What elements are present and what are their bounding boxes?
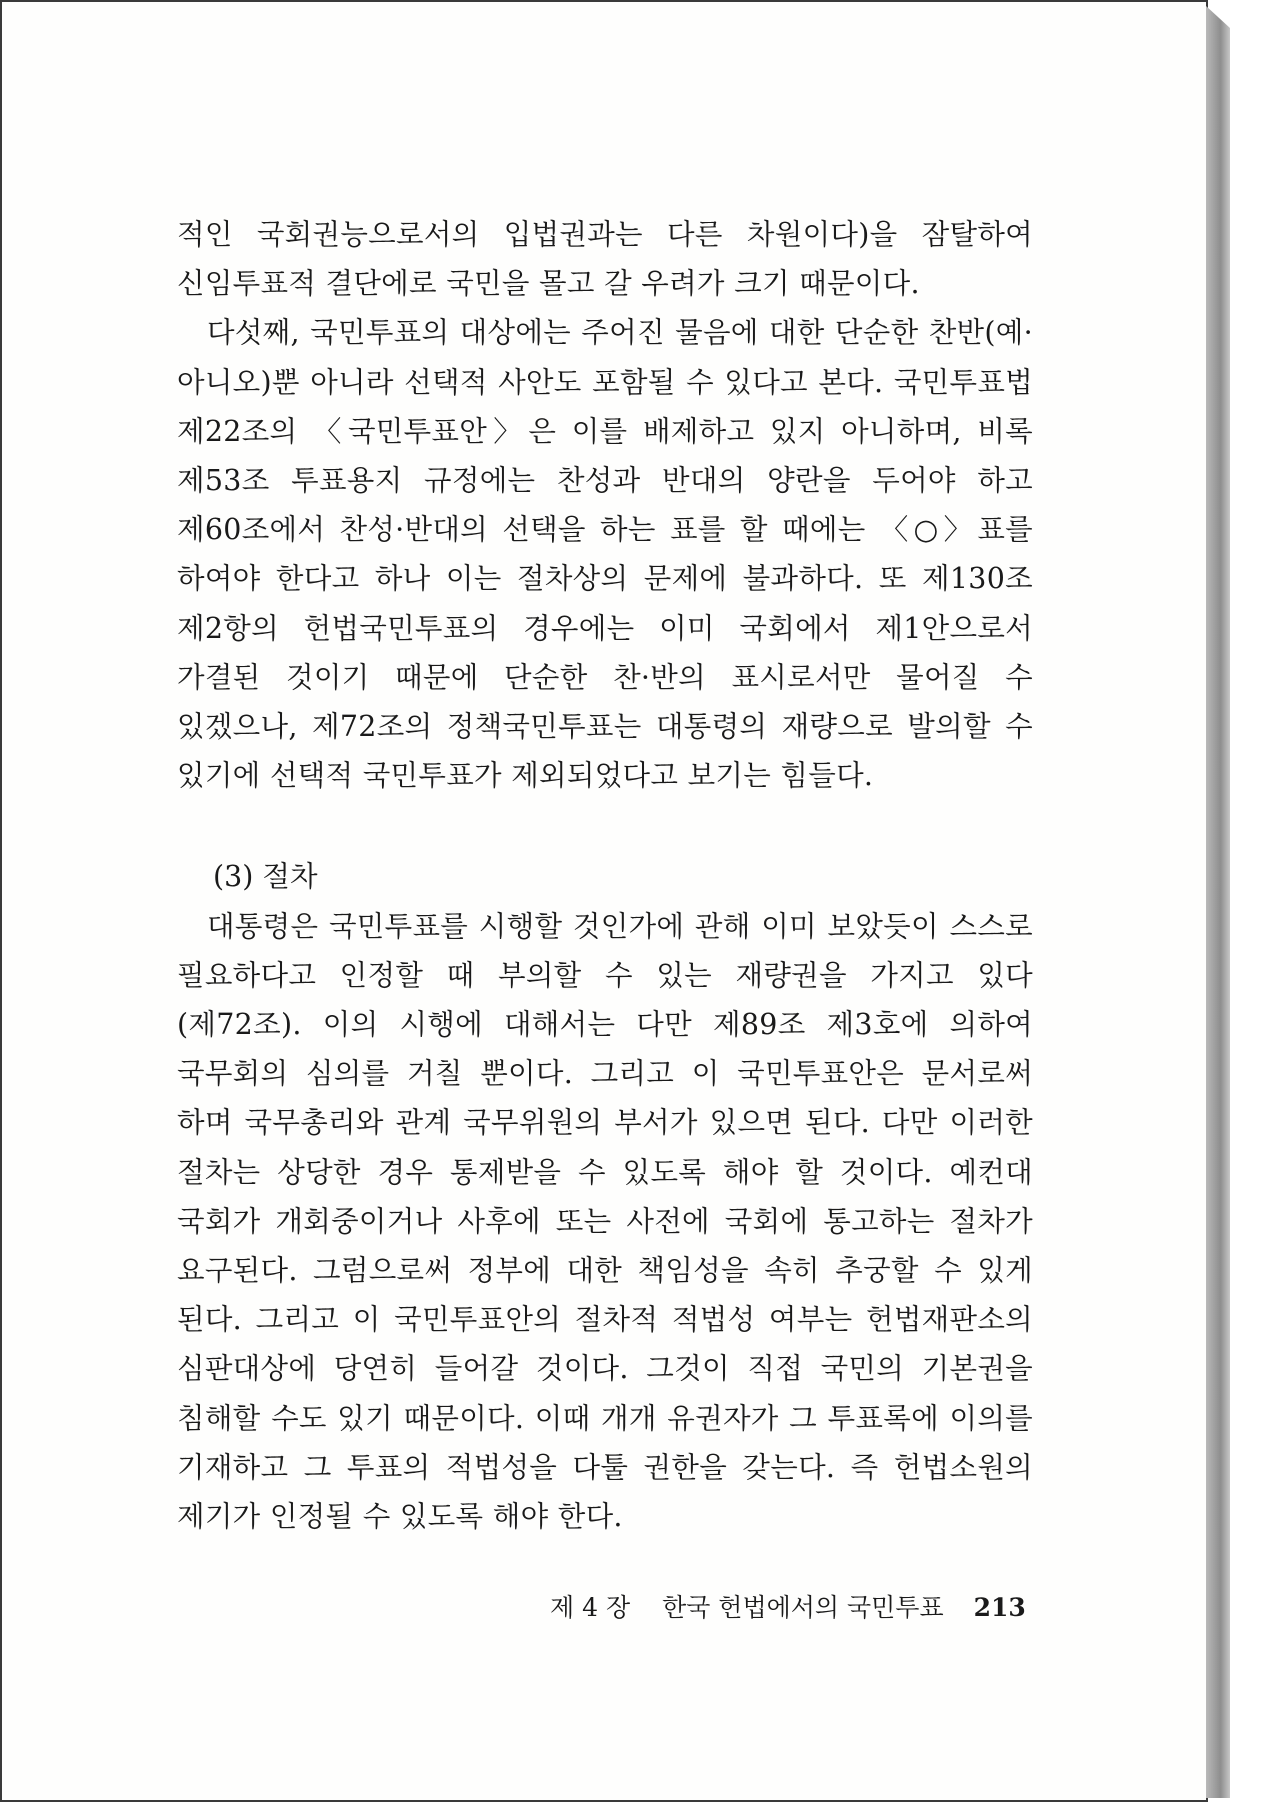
- paragraph-continuation: 적인 국회권능으로서의 입법권과는 다른 차원이다)을 잠탈하여 신임투표적 결단에로 국민을 몰고 갈 우려가 크기 때문이다.: [177, 218, 1033, 301]
- section-gap: [177, 800, 1033, 852]
- paragraph-procedure: 대통령은 국민투표를 시행할 것인가에 관해 이미 보았듯이 스스로 필요하다고 인정할 때 부의할 수 있는 재량권을 가지고 있다(제72조). 이의 시행에 대해서는 다만 제89조 제3호에 의하여 국무회의 심의를 거칠 뿐이다. 그리고 이 국민투표안은 문서로써 하며 국무총리와 관계 국무위원의 부서가 있으면 된다. 다만 이러한 절차는 상당한 경우 통제받을 수 있도록 해야 할 것이다. 예컨대 국회가 개회중이거나 사후에 또는 사전에 국회에 통고하는 절차가 요구된다. 그럼으로써 정부에 대한 책임성을 속히 추궁할 수 있게 된다. 그리고 이 국민투표안의 절차적 적법성 여부는 헌법재판소의 심판대상에 당연히 들어갈 것이다. 그것이 직접 국민의 기본권을 침해할 수도 있기 때문이다. 이때 개개 유권자가 그 투표록에 이의를 기재하고 그 투표의 적법성을 다툴 권한을 갖는다. 즉 헌법소원의 제기가 인정될 수 있도록 해야 한다.: [177, 909, 1033, 1534]
- footer-title: 한국 헌법에서의 국민투표: [662, 1593, 944, 1622]
- footer-chapter: 제 4 장: [550, 1593, 631, 1622]
- paragraph-fifth-point: 다섯째, 국민투표의 대상에는 주어진 물음에 대한 단순한 찬반(예·아니오)뿐 아니라 선택적 사안도 포함될 수 있다고 본다. 국민투표법 제22조의 〈국민투표안〉은 이를 배제하고 있지 아니하며, 비록 제53조 투표용지 규정에는 찬성과 반대의 양란을 두어야 하고 제60조에서 찬성·반대의 선택을 하는 표를 할 때에는 〈○〉표를 하여야 한다고 하나 이는 절차상의 문제에 불과하다. 또 제130조 제2항의 헌법국민투표의 경우에는 이미 국회에서 제1안으로서 가결된 것이기 때문에 단순한 찬·반의 표시로서만 물어질 수 있겠으나, 제72조의 정책국민투표는 대통령의 재량으로 발의할 수 있기에 선택적 국민투표가 제외되었다고 보기는 힘들다.: [177, 316, 1033, 793]
- page-edge-shadow: [1206, 6, 1230, 1798]
- body-text: [177, 210, 1033, 1541]
- section-heading: (3) 절차: [213, 860, 318, 894]
- running-footer: [550, 1592, 1026, 1624]
- page-number: 213: [973, 1593, 1026, 1622]
